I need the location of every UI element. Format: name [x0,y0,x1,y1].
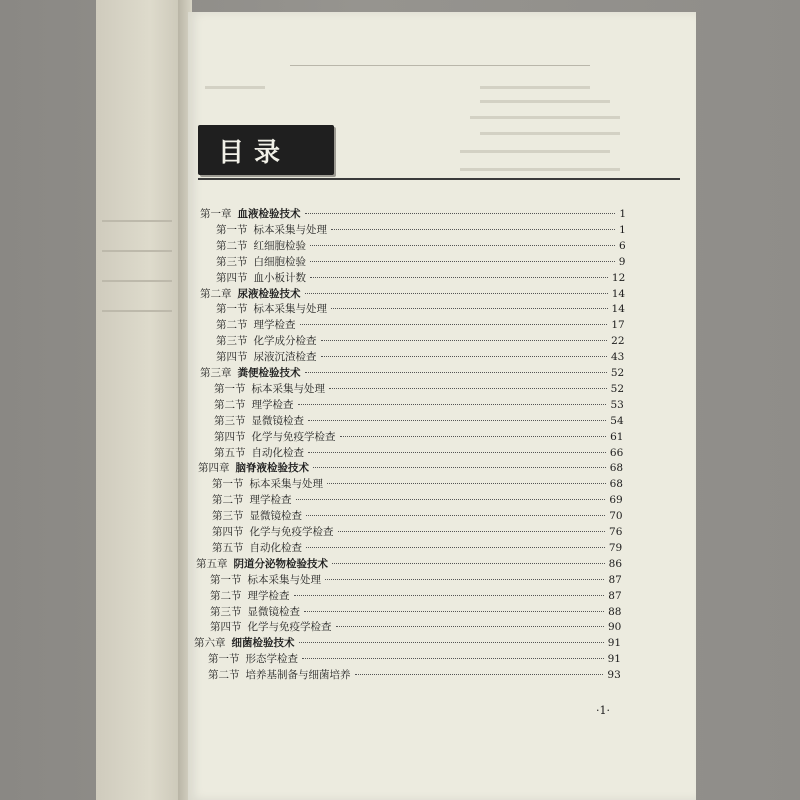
toc-entry-number: 第五节 [214,446,246,459]
toc-page-number: 52 [610,382,625,395]
toc-page-number: 69 [609,494,623,507]
toc-entry-title: 自动化检查 [249,541,302,554]
dot-leader [305,212,616,214]
toc-page-number: 52 [610,367,625,379]
dot-leader [308,419,606,421]
toc-page-number: 90 [607,621,622,634]
dot-leader [300,323,608,325]
toc-entry-number: 第三章 [200,367,232,379]
toc-entry-title: 血液检验技术 [237,208,301,220]
toc-section-row [214,429,623,444]
toc-section-row [212,508,623,523]
toc-page-number: 70 [609,510,623,523]
toc-page-number: 91 [607,637,622,650]
toc-entry-title: 脑脊液检验技术 [235,462,309,475]
toc-page-number: 12 [611,271,626,284]
dot-leader [310,276,608,278]
toc-section-row [210,604,622,619]
toc-entry-title: 粪便检验技术 [237,367,301,379]
toc-entry-number: 第二节 [216,239,248,252]
toc-section-row [216,238,626,253]
toc-entry-title: 理学检查 [253,319,296,332]
toc-entry-number: 第二节 [214,398,246,411]
toc-page-number: 87 [608,573,622,586]
toc-entry-title: 阴道分泌物检验技术 [233,557,328,570]
toc-page-number: 66 [609,446,624,459]
dot-leader [325,578,604,580]
toc-entry-number: 第一节 [212,478,244,491]
toc-page-number: 93 [607,669,621,682]
dot-leader [340,435,607,437]
toc-entry-number: 第三节 [216,335,248,348]
toc-chapter-row [196,556,622,571]
toc-section-row [212,476,623,491]
toc-entry-title: 显微镜检查 [249,510,302,523]
toc-entry-title: 标本采集与处理 [247,573,321,586]
page-number: ·1· [596,704,610,717]
toc-section-row [210,572,622,587]
dot-leader [304,610,604,612]
dot-leader [305,371,607,373]
toc-entry-number: 第四节 [216,271,248,284]
toc-entry-number: 第二章 [200,287,232,300]
toc-entry-number: 第四节 [210,621,242,634]
toc-page-number: 17 [611,319,625,332]
toc-entry-number: 第二节 [216,319,248,332]
toc-entry-number: 第五节 [212,541,244,554]
toc-entry-number: 第一章 [200,208,232,220]
dot-leader [308,451,606,453]
toc-section-row [210,588,622,603]
dot-leader [331,307,608,309]
toc-section-row [216,254,625,269]
toc-section-row [214,413,624,428]
toc-section-row [214,397,624,412]
toc-entry-title: 血小板计数 [253,271,306,284]
toc-page-number: 86 [608,557,623,570]
toc-entry-number: 第四节 [212,526,244,538]
dot-leader [336,625,604,627]
toc-section-row [212,540,622,555]
dot-leader [298,403,607,405]
toc-entry-title: 化学成分检查 [253,335,317,348]
toc-entry-number: 第三节 [216,255,248,268]
toc-page-number: 1 [619,223,626,236]
toc-entry-title: 化学与免疫学检查 [247,621,332,634]
toc-entry-number: 第三节 [214,414,246,427]
toc-entry-title: 培养基制备与细菌培养 [245,669,351,682]
toc-section-row [210,619,621,634]
toc-page-number: 68 [609,462,624,475]
toc-entry-title: 白细胞检验 [253,255,306,268]
dot-leader [296,498,606,500]
toc-entry-title: 化学与免疫学检查 [251,430,336,443]
toc-section-row [212,524,622,539]
toc-section-row [216,317,625,332]
dot-leader [321,355,608,357]
toc-page-number: 6 [618,239,626,252]
toc-entry-title: 理学检查 [251,398,294,411]
toc-section-row [214,445,623,460]
toc-entry-number: 第一节 [214,382,246,395]
toc-chapter-row [198,460,623,475]
toc-entry-title: 细菌检验技术 [231,637,295,650]
toc-entry-title: 理学检查 [249,494,292,507]
toc-section-row [216,222,626,237]
toc-page-number: 91 [607,653,621,666]
toc-chapter-row [200,365,624,380]
toc-entry-title: 尿液检验技术 [237,287,301,300]
toc-entry-number: 第四章 [198,462,230,475]
toc-entry-title: 形态学检查 [245,653,298,666]
toc-section-row [214,381,624,396]
toc-page-number: 22 [611,335,625,348]
toc-entry-title: 显微镜检查 [247,605,300,618]
toc-chapter-row [200,286,625,301]
toc-page-number: 79 [608,541,623,554]
toc-entry-number: 第六章 [194,637,226,650]
toc-entry-title: 自动化检查 [251,446,304,459]
toc-entry-title: 标本采集与处理 [251,382,325,395]
toc-chapter-row [200,206,626,221]
toc-page-number: 1 [619,208,626,220]
toc-entry-number: 第一节 [216,223,248,236]
toc-entry-number: 第二节 [210,589,242,602]
dot-leader [306,546,605,548]
toc-entry-number: 第三节 [212,510,244,523]
toc-section-row [212,492,623,507]
dot-leader [321,339,608,341]
toc-entry-number: 第一节 [208,653,240,666]
toc-entry-number: 第二节 [212,494,244,507]
toc-section-row [216,301,625,316]
dot-leader [329,387,607,389]
toc-entry-title: 标本采集与处理 [253,303,327,316]
toc-section-row [208,651,621,666]
dot-leader [302,657,604,659]
toc-section-row [216,349,624,364]
toc-page-number: 61 [610,430,624,443]
toc-entry-number: 第三节 [210,605,242,618]
toc-section-row [208,667,621,682]
dot-leader [305,292,608,294]
toc-page-number: 9 [618,255,626,268]
toc-entry-title: 理学检查 [247,589,290,602]
toc-entry-number: 第四节 [216,351,248,364]
dot-leader [331,228,615,230]
toc-entry-number: 第四节 [214,430,246,443]
dot-leader [327,482,606,484]
toc-page-number: 43 [611,351,625,364]
toc-page-number: 14 [611,303,625,316]
toc-page-number: 53 [610,398,624,411]
toc-entry-number: 第五章 [196,557,228,570]
toc-page-number: 54 [610,414,624,427]
dot-leader [332,562,605,564]
toc-section-row [216,333,625,348]
toc-entry-title: 化学与免疫学检查 [249,526,334,538]
toc-entry-title: 红细胞检验 [253,239,306,252]
toc-page-number: 14 [611,287,626,300]
toc-entry-number: 第二节 [208,669,240,682]
toc-entry-title: 尿液沉渣检查 [253,351,317,364]
toc-entry-number: 第一节 [210,573,242,586]
dot-leader [313,466,606,468]
toc-entry-title: 标本采集与处理 [253,223,327,236]
toc-section-row [216,270,625,285]
toc-page-number: 68 [609,478,623,491]
dot-leader [338,530,606,532]
toc-chapter-row [194,635,621,650]
toc-entry-number: 第一节 [216,303,248,316]
dot-leader [310,260,615,262]
toc-page-number: 76 [609,526,623,538]
toc-title: 目录 [218,137,291,168]
dot-leader [310,244,615,246]
toc-page-number: 87 [608,589,622,602]
dot-leader [299,641,604,643]
toc-entry-title: 显微镜检查 [251,414,304,427]
toc-entry-title: 标本采集与处理 [249,478,323,491]
dot-leader [355,673,604,675]
toc-page-number: 88 [608,605,622,618]
dot-leader [294,594,605,596]
dot-leader [306,514,605,516]
